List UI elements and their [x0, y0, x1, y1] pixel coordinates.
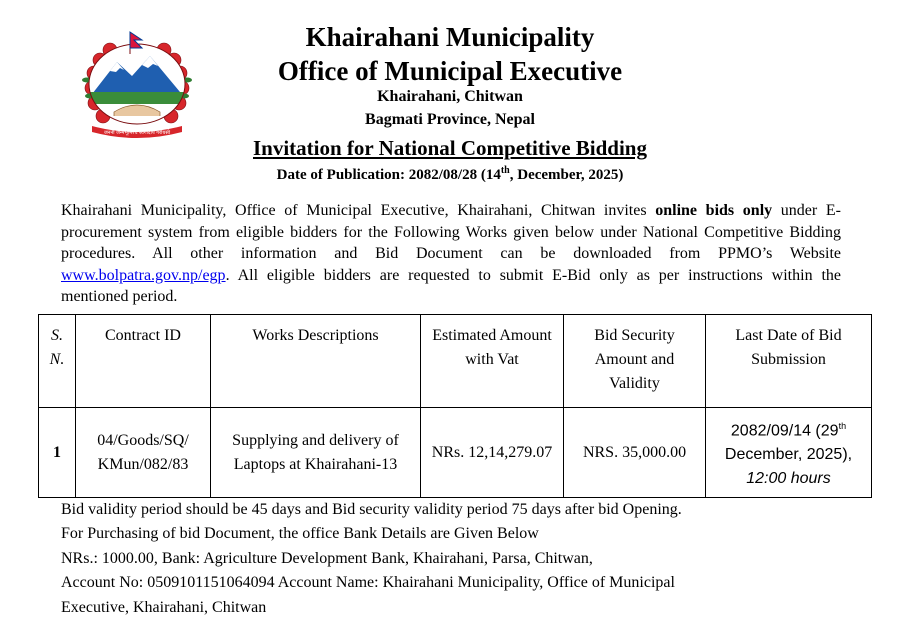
province-name: Bagmati Province, Nepal: [365, 111, 535, 128]
header-works-descriptions: Works Descriptions: [211, 315, 421, 408]
intro-text-3: . All eligible bidders are requested to submit E-Bid only as per instructions within the mentioned period.: [61, 266, 841, 305]
intro-text-2: under E-procurement system from eligible bidders for the Following Works given below under National Competitive Bidding procedures. All other information and Bid Document can be downloaded from PPMO’s Website: [61, 202, 841, 262]
cell-works-description: Supplying and delivery of Laptops at Khairahani-13: [211, 408, 421, 498]
publication-date-suffix: , December, 2025): [509, 167, 624, 183]
header-estimated-amount: Estimated Amount with Vat: [421, 315, 564, 408]
account-name-continued: Executive, Khairahani, Chitwan: [61, 599, 267, 616]
intro-online-bids: online bids only: [655, 202, 773, 219]
header-bid-security: Bid Security Amount and Validity: [564, 315, 706, 408]
notice-title: Invitation for National Competitive Bidding: [253, 136, 647, 160]
account-details-line: Account No: 0509101151064094 Account Name: Khairahani Municipality, Office of Municipal: [61, 574, 675, 591]
header-contract-id: Contract ID: [76, 315, 211, 408]
last-date-time: 12:00 hours: [746, 470, 831, 488]
emblem-motto-text: जननी जन्मभूमिश्च स्वर्गादपि गरीयसी: [103, 130, 171, 136]
cell-estimated-amount: NRs. 12,14,279.07: [421, 408, 564, 498]
publication-date: [180, 161, 720, 185]
bank-details-intro: For Purchasing of bid Document, the office Bank Details are Given Below: [61, 525, 539, 542]
cell-contract-id: 04/Goods/SQ/ KMun/082/83: [76, 408, 211, 498]
table-row: [39, 408, 872, 498]
last-date-part-b: December, 2025),: [724, 446, 853, 464]
cell-last-date: [706, 408, 872, 498]
office-location: Khairahani, Chitwan: [377, 88, 523, 105]
header-last-date: Last Date of Bid Submission: [706, 315, 872, 408]
publication-date-prefix: Date of Publication: 2082/08/28 (14: [276, 167, 501, 183]
bid-validity-note: Bid validity period should be 45 days and Bid security validity period 75 days after bid Opening.: [61, 501, 682, 518]
ppmo-website-link[interactable]: www.bolpatra.gov.np/egp: [61, 266, 226, 284]
municipality-name: Khairahani Municipality: [305, 22, 595, 52]
header-sn: S. N.: [39, 315, 76, 408]
cell-bid-security: NRS. 35,000.00: [564, 408, 706, 498]
last-date-sup: th: [838, 420, 847, 431]
bid-table: [38, 314, 872, 498]
intro-paragraph: [61, 200, 841, 308]
last-date-part-a: 2082/09/14 (29: [730, 422, 839, 440]
publication-date-sup: th: [500, 165, 510, 176]
bid-table-header-row: [39, 315, 872, 408]
intro-text-1: Khairahani Municipality, Office of Municipal Executive, Khairahani, Chitwan invites: [61, 202, 656, 219]
bank-details-line: NRs.: 1000.00, Bank: Agriculture Development Bank, Khairahani, Parsa, Chitwan,: [61, 550, 593, 567]
cell-sn: 1: [39, 408, 76, 498]
office-name: Office of Municipal Executive: [277, 56, 623, 86]
